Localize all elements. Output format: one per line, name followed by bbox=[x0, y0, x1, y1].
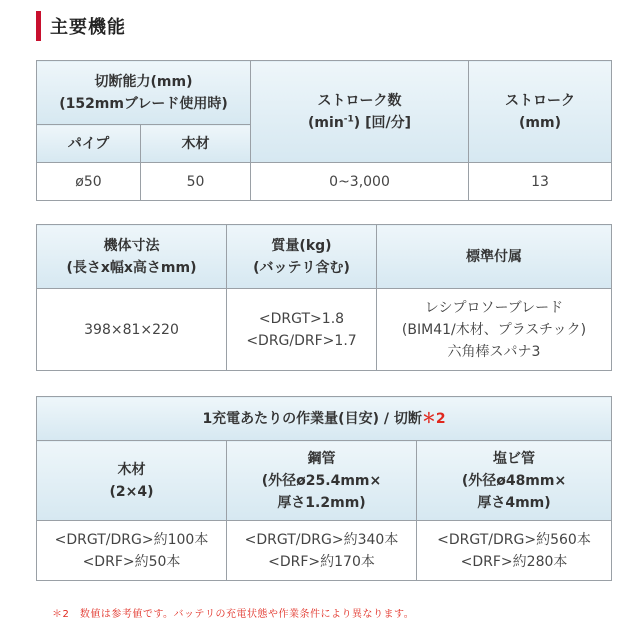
section-heading bbox=[36, 10, 126, 42]
header-steel-pipe: 鋼管 (外径ø25.4mm× 厚さ1.2mm) bbox=[227, 441, 417, 521]
value-strokes: 0~3,000 bbox=[251, 163, 469, 201]
workload-spec-table bbox=[36, 396, 612, 581]
footnote-mark: ＊2 bbox=[421, 410, 446, 427]
header-wood-2x4: 木材 (2×4) bbox=[37, 441, 227, 521]
value-wood-count: <DRGT/DRG>約100本 <DRF>約50本 bbox=[37, 521, 227, 581]
header-wood: 木材 bbox=[141, 125, 251, 163]
value-wood: 50 bbox=[141, 163, 251, 201]
value-accessories: レシプロソーブレード (BIM41/木材、プラスチック) 六角棒スパナ3 bbox=[377, 289, 612, 371]
heading-accent-bar bbox=[36, 11, 41, 41]
header-weight: 質量(kg) (バッテリ含む) bbox=[227, 225, 377, 289]
footnote: ＊2 数値は参考値です。バッテリの充電状態や作業条件により異なります。 bbox=[52, 609, 415, 620]
header-stroke-length: ストローク (mm) bbox=[469, 61, 612, 163]
section-title: 主要機能 bbox=[50, 17, 126, 38]
dimension-spec-table bbox=[36, 224, 612, 371]
value-steel-count: <DRGT/DRG>約340本 <DRF>約170本 bbox=[227, 521, 417, 581]
header-cut-capacity: 切断能力(mm) (152mmブレード使用時) bbox=[37, 61, 251, 125]
header-strokes-per-min: ストローク数 $(\min^{-1})$ [回/分] bbox=[251, 61, 469, 163]
header-accessories: 標準付属 bbox=[377, 225, 612, 289]
value-weight: <DRGT>1.8 <DRG/DRF>1.7 bbox=[227, 289, 377, 371]
value-pvc-count: <DRGT/DRG>約560本 <DRF>約280本 bbox=[417, 521, 612, 581]
value-pipe: ø50 bbox=[37, 163, 141, 201]
header-pvc-pipe: 塩ビ管 (外径ø48mm× 厚さ4mm) bbox=[417, 441, 612, 521]
header-workload-title: 1充電あたりの作業量(目安) / 切断＊2 bbox=[37, 397, 612, 441]
cutting-spec-table bbox=[36, 60, 612, 201]
value-dimensions: 398×81×220 bbox=[37, 289, 227, 371]
header-pipe: パイプ bbox=[37, 125, 141, 163]
header-dimensions: 機体寸法 (長さx幅x高さmm) bbox=[37, 225, 227, 289]
value-stroke: 13 bbox=[469, 163, 612, 201]
